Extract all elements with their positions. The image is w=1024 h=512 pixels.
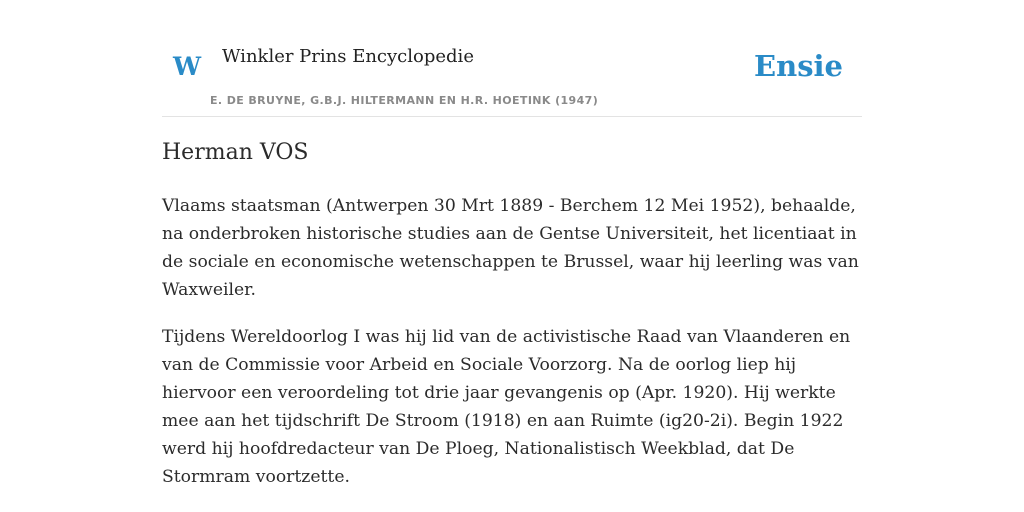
page — [162, 0, 862, 487]
article-body — [162, 192, 862, 510]
article-title: Herman VOS — [162, 140, 309, 165]
source-authors: E. DE BRUYNE, G.B.J. HILTERMANN EN H.R. HOETINK (1947) — [210, 94, 599, 107]
article-paragraph: Tijdens Wereldoorlog I was hij lid van de activistische Raad van Vlaanderen en van de Commissie voor Arbeid en Sociale Voorzorg. Na de oorlog liep hij hiervoor een veroordeling tot drie jaar gevangenis op (Apr. 1920). Hij werkte mee aan het tijdschrift De Stroom (1918) en aan Ruimte (ig20-2i). Begin 1922 werd hij hoofdredacteur van De Ploeg, Nationalistisch Weekblad, dat De Stormram voortzette. — [162, 327, 851, 487]
source-logo[interactable]: W — [173, 52, 202, 81]
ensie-logo-link[interactable]: Ensie — [754, 49, 843, 83]
article-paragraph: Vlaams staatsman (Antwerpen 30 Mrt 1889 - Berchem 12 Mei 1952), behaalde, na onderbroken historische studies aan de Gentse Universiteit, het licentiaat in de sociale en economische wetenschappen te Brussel, waar hij leerling was van Waxweiler. — [162, 196, 859, 300]
source-header — [162, 0, 862, 117]
source-title[interactable]: Winkler Prins Encyclopedie — [222, 46, 474, 67]
